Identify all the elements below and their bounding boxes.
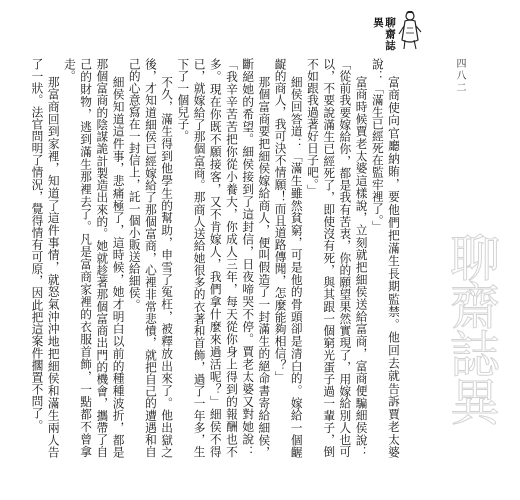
- paragraph: 富商時候賈老太婆這樣說，立刻就把細侯送給富商，富商便騙細侯說：「從前我要嫁給你，都是我有苦衷，你的願望果然實現了，用嫁給別人也可以，不要說滿生已經死了，即使沒有死，與其跟一個窮光蛋子過一輩子，倒不如跟我過著好日子吧。」: [305, 58, 369, 458]
- paragraph: 那個富商要把細侯嫁給商人，便叫假造了一封滿生的絕命書寄給細侯，斷絕她的希望。細侯接到了這封信，日夜啼哭不停。賈老太婆又對她說：「我辛辛苦苦把你從小養大，你成人三年，每天從你身上得到的報酬也不多。現在你既不願接客，又不肯嫁人，我們拿什麼來過活呢？」細侯不得已，就嫁給了那個富商。那商人送給她很多的衣著和首飾，過了一年多，生下了一個兒子。: [176, 58, 272, 458]
- watermark: 聊齋誌異: [442, 232, 500, 424]
- header-title: 聊齋誌異: [372, 17, 396, 52]
- paragraph: 那富商回到家裡，知道了這件事情，就怒氣沖沖地把細侯和滿生兩人告了一狀。法官問明了情況，覺得情有可原，因此把這案件擱置不問了。: [30, 58, 61, 458]
- page-number: 四八二: [454, 58, 465, 94]
- paragraph: 富商使向官廳納賄，要他們把滿生長期監禁。他回去就告訴賈老太婆說：「滿生已經死在監牢裡了。」: [370, 58, 401, 458]
- paragraph: 細侯知道這件事，悲痛極了，這時候，她才明白以前的種種波折，都是那個富商的陰謀詭計製造出來的。她就趁著那個富商出門的機會，攜帶了自己的財物，逃到滿生那裡去了。凡是富商家裡的衣服首飾，一點都不曾拿走。: [62, 58, 126, 458]
- paragraph: 細侯回答道：「滿生雖然貧窮，可是他的骨頭卻是清白的。嫁給一個齷齪的商人，我可決不情願！而且道路傳聞，怎麼能夠相信？」: [273, 58, 304, 458]
- paragraph: 不久，滿生得到他學生的幫助，申雪了冤枉，被釋放出來了。他出獄之後，才知道細侯已經嫁給了那個富商，心裡非常悲憤，就把自己的遭遇和自己的心意寫在一封信上，託一個小販送給細侯。: [127, 58, 175, 458]
- scholar-figure-icon: [396, 10, 422, 50]
- running-header: [372, 10, 420, 50]
- body-text: [30, 58, 402, 458]
